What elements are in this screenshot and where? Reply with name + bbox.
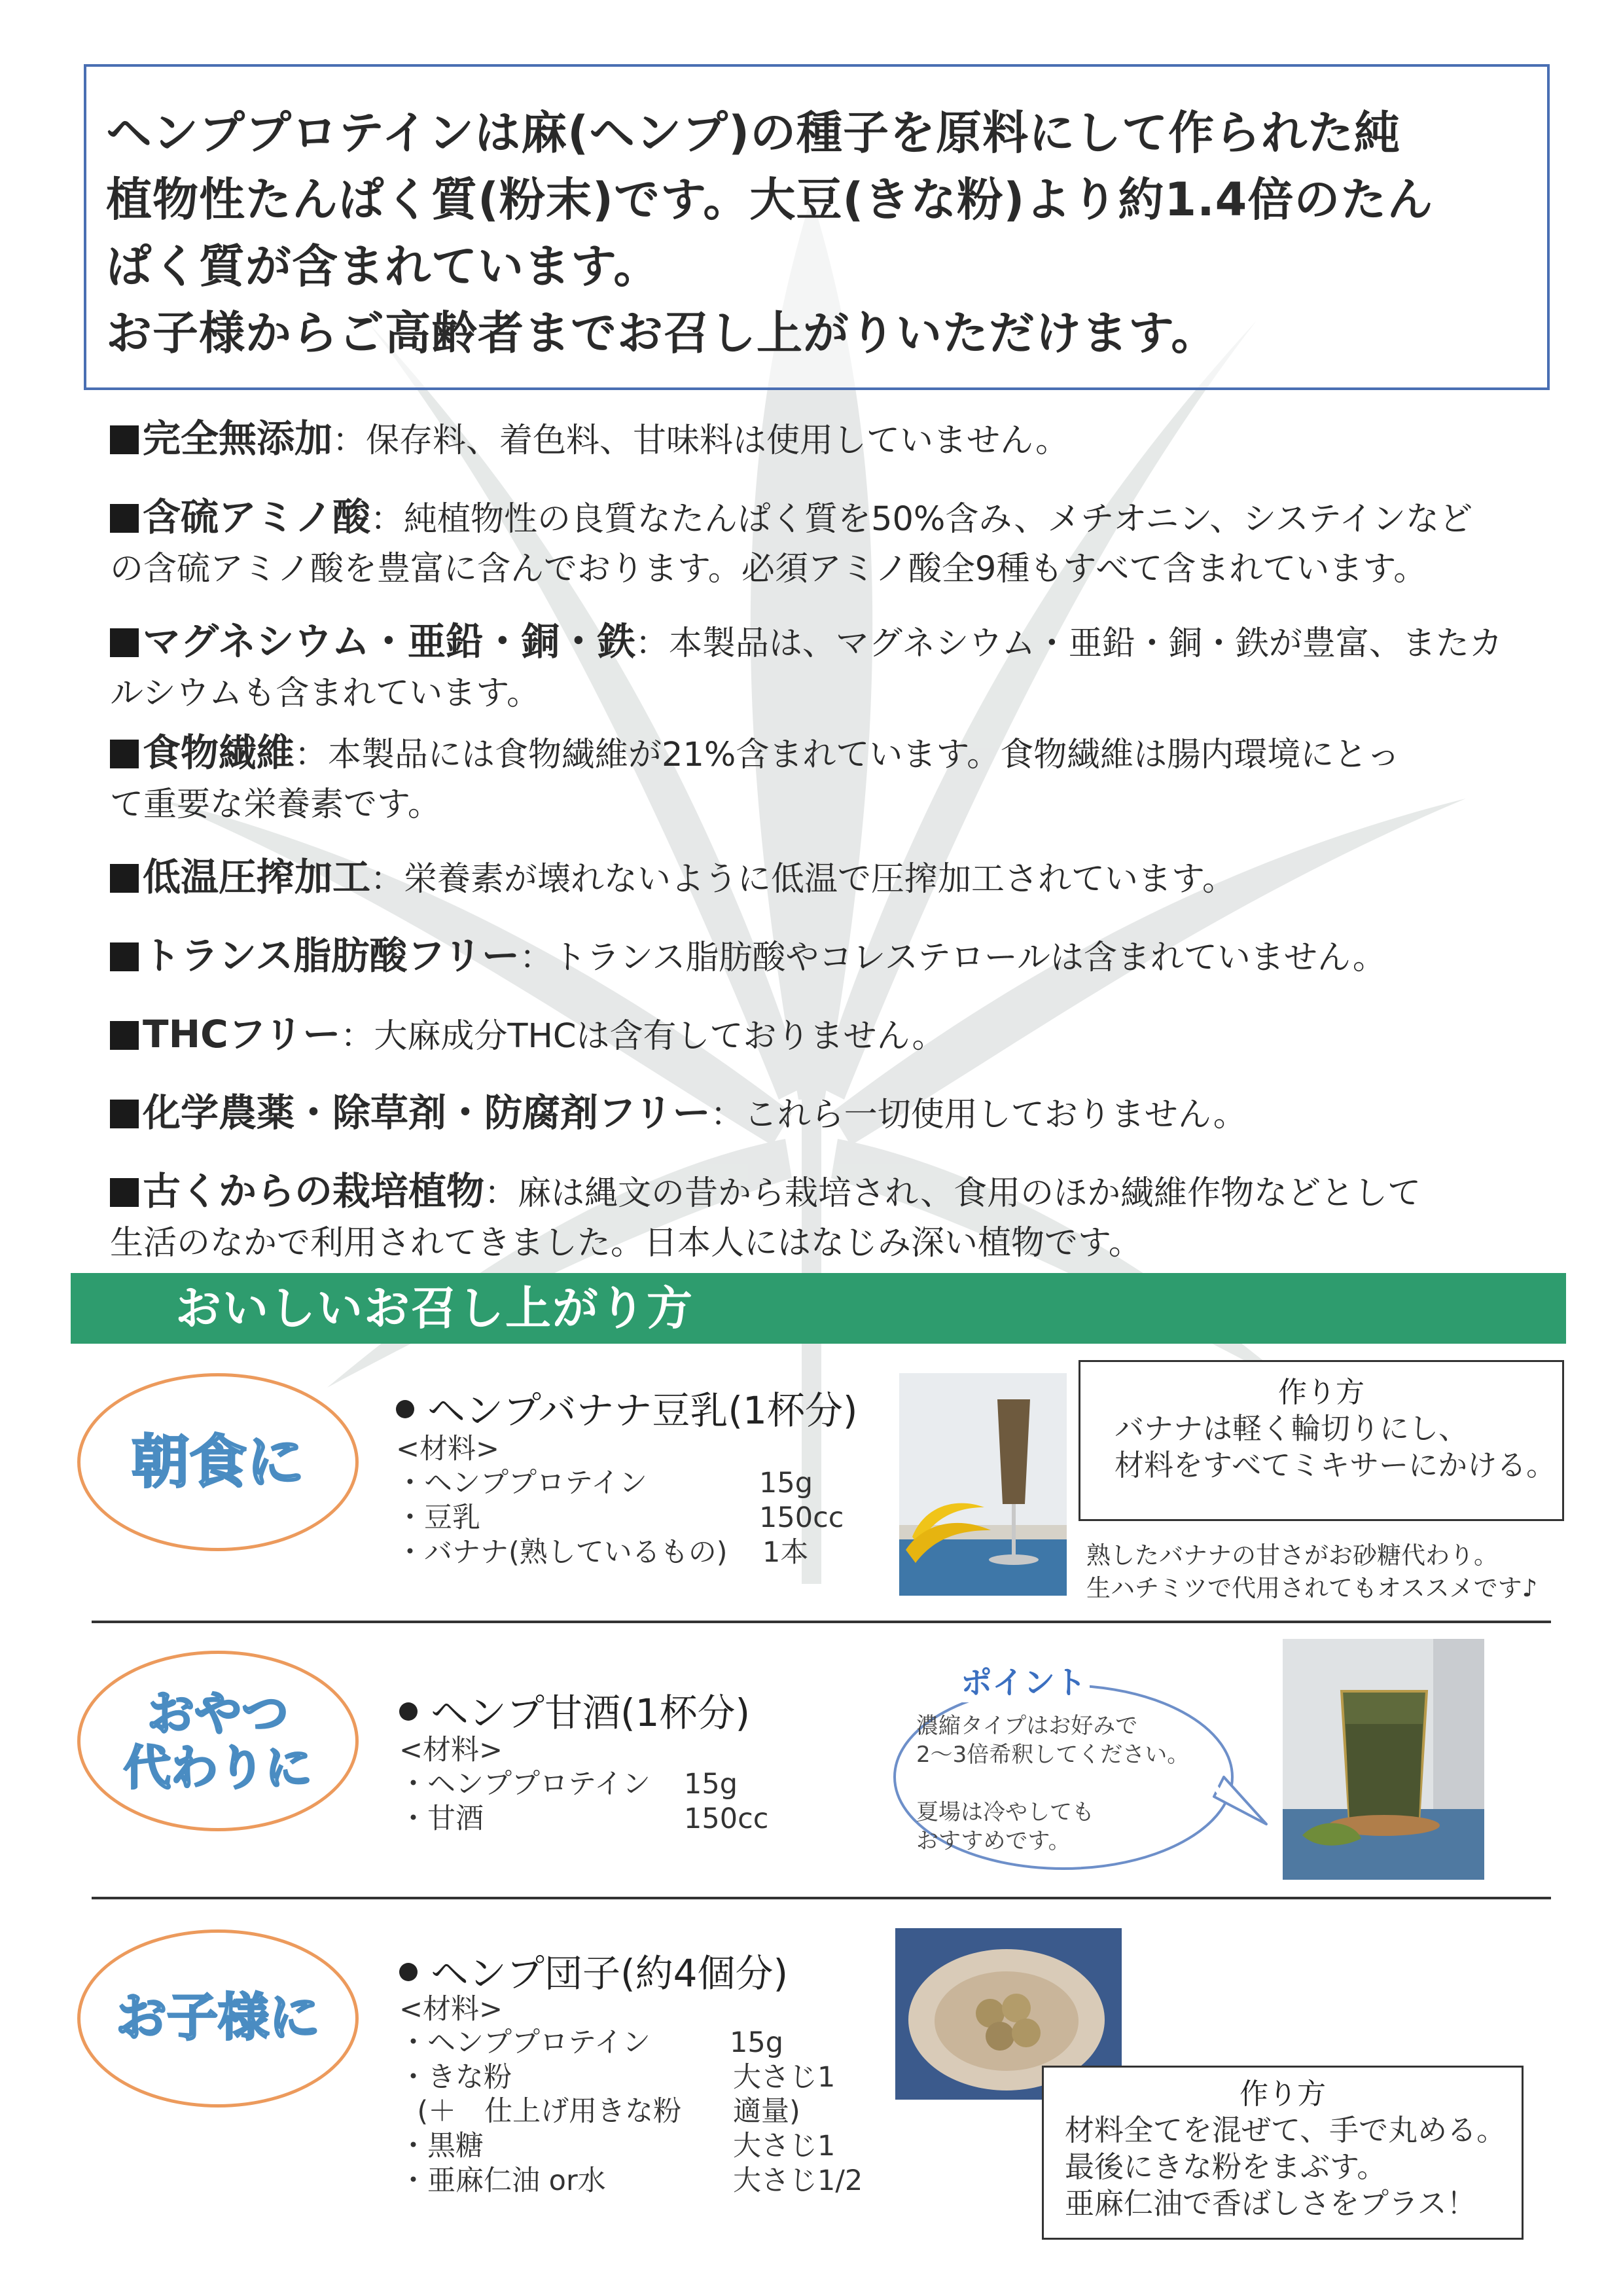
ingredient-name: ・ヘンププロテイン xyxy=(396,1467,647,1499)
oval-snack: おやつ 代わりに xyxy=(77,1651,359,1831)
ingredient-name: ・豆乳 xyxy=(396,1501,480,1534)
bullet-dot-icon xyxy=(396,1400,414,1418)
amazake-glass-photo xyxy=(1283,1639,1484,1880)
ingredient-name: ・きな粉 xyxy=(399,2061,512,2094)
section-header-bar xyxy=(71,1273,1566,1344)
intro-box xyxy=(84,64,1550,390)
feature-additive-free: 完全無添加：保存料、着色料、甘味料は使用していません。 xyxy=(110,414,1550,466)
howto-line: 材料をすべてミキサーにかける。 xyxy=(1115,1448,1556,1482)
howto-line: バナナは軽く輪切りにし、 xyxy=(1115,1411,1469,1446)
ingredient-amount: 15g xyxy=(759,1467,813,1499)
bullet-square-icon xyxy=(110,1021,139,1050)
bullet-square-icon xyxy=(110,1178,139,1207)
ingredient-name: ・甘酒 xyxy=(399,1803,484,1835)
intro-line: 植物性たんぱく質(粉末)です。大豆(きな粉)より約1.4倍のたん xyxy=(106,173,1434,226)
feature-minerals: マグネシウム・亜鉛・銅・鉄：本製品は、マグネシウム・亜鉛・銅・鉄が豊富、またカ ルシウムも含まれています。 xyxy=(110,619,1503,713)
point-text: 2～3倍希釈してください。 xyxy=(916,1742,1190,1768)
ingredient-amount: 大さじ1/2 xyxy=(733,2164,863,2197)
bullet-dot-icon xyxy=(399,1702,418,1721)
bullet-square-icon xyxy=(110,1100,139,1128)
feature-dietary-fiber: 食物繊維：本製品には食物繊維が21%含まれています。食物繊維は腸内環境にとっ て重要な栄養素です。 xyxy=(110,730,1400,824)
feature-sulfur-amino-acid: 含硫アミノ酸：純植物性の良質なたんぱく質を50%含み、メチオニン、システインなど の含硫アミノ酸を豊富に含んでおります。必須アミノ酸全9種もすべて含まれています。 xyxy=(110,495,1473,588)
ingredient-amount: 150cc xyxy=(759,1501,844,1534)
intro-line: ぱく質が含まれています。 xyxy=(106,240,660,293)
bullet-square-icon xyxy=(110,425,139,454)
point-text: 夏場は冷やしても xyxy=(916,1799,1094,1825)
howto-title: 作り方 xyxy=(1278,1376,1364,1409)
bullet-square-icon xyxy=(110,504,139,533)
howto-line: 亜麻仁油で香ばしさをプラス！ xyxy=(1065,2186,1476,2221)
recipe-title: ヘンプバナナ豆乳(1杯分) xyxy=(396,1380,858,1435)
ingredient-amount: 適量) xyxy=(733,2095,800,2128)
bullet-square-icon xyxy=(110,942,139,971)
ingredient-name: ・バナナ(熟しているもの) xyxy=(396,1536,728,1569)
tip-note: 熟したバナナの甘さがお砂糖代わり。 xyxy=(1086,1541,1498,1570)
intro-line: ヘンププロテインは麻(ヘンプ)の種子を原料にして作られた純 xyxy=(106,106,1401,160)
ingredient-amount: 大さじ1 xyxy=(733,2130,836,2162)
howto-line: 最後にきな粉をまぶす。 xyxy=(1065,2149,1387,2184)
divider xyxy=(92,1621,1551,1623)
howto-line: 材料全てを混ぜて、手で丸める。 xyxy=(1065,2113,1507,2147)
ingredient-name: (＋ 仕上げ用きな粉 xyxy=(399,2095,682,2128)
feature-trans-fat-free: トランス脂肪酸フリー：トランス脂肪酸やコレステロールは含まれていません。 xyxy=(110,931,1550,983)
ingredient-amount: 15g xyxy=(684,1768,738,1801)
ingredient-amount: 150cc xyxy=(684,1803,769,1835)
ingredient-name: ・ヘンププロテイン xyxy=(399,2026,651,2059)
point-text: 濃縮タイプはお好みで xyxy=(916,1713,1138,1739)
point-text: おすすめです。 xyxy=(916,1828,1071,1854)
howto-box xyxy=(1042,2066,1524,2240)
howto-title: 作り方 xyxy=(1240,2077,1326,2111)
feature-thc-free: THCフリー：大麻成分THCは含有しておりません。 xyxy=(110,1009,1550,1062)
oval-children: お子様に xyxy=(77,1929,359,2108)
divider xyxy=(92,1897,1551,1899)
bullet-dot-icon xyxy=(399,1963,418,1981)
ingredient-name: ・黒糖 xyxy=(399,2130,484,2162)
oval-breakfast: 朝食に xyxy=(77,1373,359,1551)
bullet-square-icon xyxy=(110,740,139,768)
recipe-title: ヘンプ甘酒(1杯分) xyxy=(399,1682,750,1737)
tip-note: 生ハチミツで代用されてもオススメです♪ xyxy=(1086,1574,1538,1602)
point-label: ポイント xyxy=(961,1664,1087,1701)
feature-ancient-plant: 古くからの栽培植物：麻は縄文の昔から栽培され、食用のほか繊維作物などとして 生活のなかで利用されてきました。日本人にはなじみ深い植物です。 xyxy=(110,1169,1421,1263)
feature-chemical-free: 化学農薬・除草剤・防腐剤フリー：これら一切使用しておりません。 xyxy=(110,1088,1550,1140)
feature-cold-press: 低温圧搾加工：栄養素が壊れないように低温で圧搾加工されています。 xyxy=(110,852,1550,905)
ingredient-name: ・亜麻仁油 or水 xyxy=(399,2164,606,2197)
ingredient-amount: 大さじ1 xyxy=(733,2061,836,2094)
bullet-square-icon xyxy=(110,628,139,657)
ingredient-amount: 15g xyxy=(730,2026,784,2059)
bullet-square-icon xyxy=(110,864,139,893)
banana-smoothie-photo xyxy=(899,1373,1067,1596)
materials-label: <材料> xyxy=(399,1993,503,2026)
ingredient-name: ・ヘンププロテイン xyxy=(399,1768,651,1801)
section-title: おいしいお召し上がり方 xyxy=(175,1282,694,1335)
materials-label: <材料> xyxy=(396,1433,500,1465)
materials-label: <材料> xyxy=(399,1734,503,1767)
ingredient-amount: 1本 xyxy=(762,1536,809,1569)
howto-box xyxy=(1079,1360,1564,1521)
intro-line: お子様からご高齢者までお召し上がりいただけます。 xyxy=(106,306,1218,360)
recipe-title: ヘンプ団子(約4個分) xyxy=(399,1943,788,1998)
